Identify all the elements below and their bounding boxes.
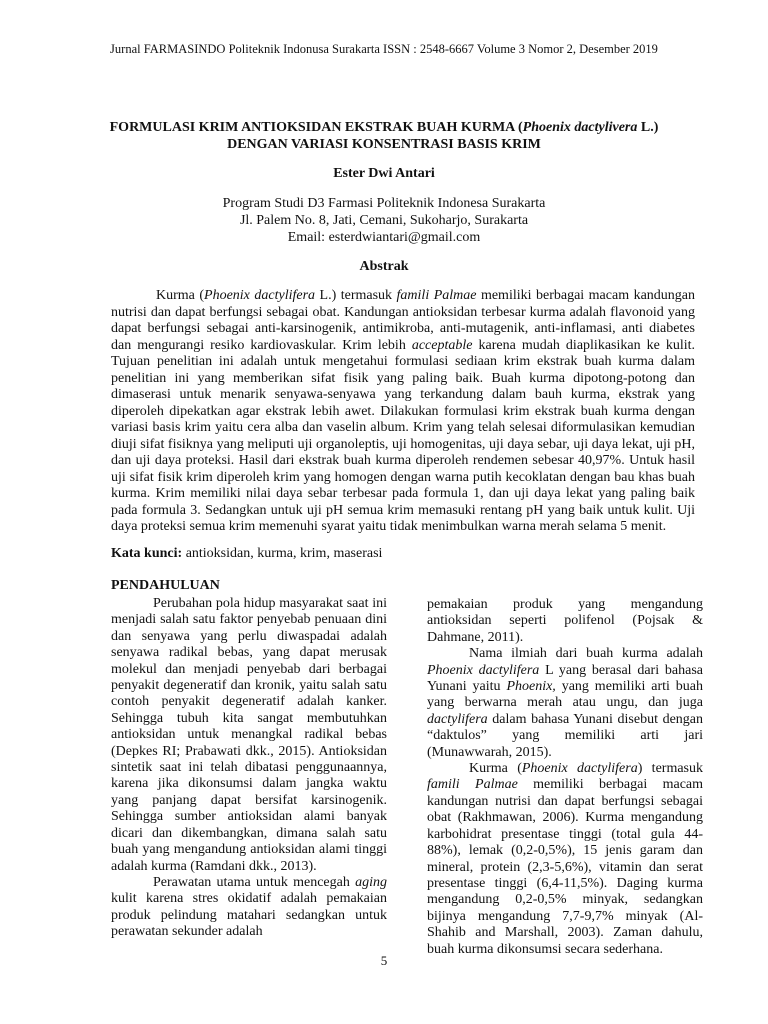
title-line-2: DENGAN VARIASI KONSENTRASI BASIS KRIM [227,137,541,152]
keywords [111,546,695,562]
right-paragraph-3: Kurma (Phoenix dactylifera) termasuk famili Palmae memiliki berbagai macam kandungan nutrisi dan dapat berfungsi sebagai obat (Rakhmawan, 2006). Kurma mengandung karbohidrat presentase tinggi (total gula 44-88%), lemak (0,2-0,5%), 15 jenis garam dan mineral, protein (2,3-5,6%), vitamin dan serat presentase tinggi (6,4-11,5%). Daging kurma mengandung 0,2-0,5% minyak, sedangkan bijinya mengandung 7,7-9,7% minyak (Al-Shahib and Marshall, 2003). Zaman dahulu, buah kurma dikonsumsi secara sederhana. [427,761,704,957]
section-heading-pendahuluan: PENDAHULUAN [111,578,220,593]
abstract-heading: Abstrak [359,259,409,274]
title-species: Phoenix dactylivera [522,120,638,135]
page-number: 5 [380,953,388,968]
affiliation-program: Program Studi D3 Farmasi Politeknik Indonesa Surakarta [222,196,546,211]
abstract-body [111,288,695,536]
title-line-1 [60,119,708,136]
intro-paragraph-2: Perawatan utama untuk mencegah aging kulit karena stres okidatif adalah pemakaian produk pelindung matahari sedangkan untuk perawatan sekunder adalah [111,874,387,940]
keywords-text: antioksidan, kurma, krim, maserasi [182,546,383,561]
affiliation [0,195,768,246]
keywords-label: Kata kunci: [111,546,183,561]
left-column [111,577,387,941]
right-paragraph-2: Nama ilmiah dari buah kurma adalah Phoenix dactylifera L yang berasal dari bahasa Yunani yaitu Phoenix, yang memiliki arti buah yang berwarna merah atau ungu, dan juga dactylifera dalam bahasa Yunani disebut dengan “daktulos” yang memiliki arti jari (Munawwarah, 2015). [427,646,703,760]
title-part-2: L.) [637,120,659,135]
right-paragraph-1: pemakaian produk yang mengandung antioksidan seperti polifenol (Pojsak & Dahmane, 2011). [427,597,703,645]
author-name: Ester Dwi Antari [333,166,435,181]
intro-paragraph-1: Perubahan pola hidup masyarakat saat ini menjadi salah satu faktor penyebab penuaan dini dan senyawa yang perlu diwaspadai adalah senyawa radikal bebas, yang dapat merusak molekul dan menjadi penyebab dari berbagai penyakit degeneratif dan kronik, yaitu salah satu contoh penyakit degeneratif adalah kanker. Sehingga tubuh kita sangat membutuhkan antioksidan untuk menangkal radikal bebas (Depkes RI; Prabawati dkk., 2015). Antioksidan sintetik saat ini telah dibatasi penggunaannya, karena jika dikonsumsi dalam jangka waktu yang panjang dapat bersifat karsinogenik. Sehingga sumber antioksidan alami banyak dicari dan dikembangkan, dimana salah satu buah yang mengandung antioksidan alami tinggi adalah kurma (Ramdani dkk., 2013). [111,596,387,874]
paper-title [60,119,708,153]
right-column [427,597,703,958]
affiliation-address: Jl. Palem No. 8, Jati, Cemani, Sukoharjo, Surakarta [239,213,529,228]
title-part-1: FORMULASI KRIM ANTIOKSIDAN EKSTRAK BUAH KURMA ( [109,120,523,135]
affiliation-email: Email: esterdwiantari@gmail.com [287,230,481,245]
abstract-paragraph: Kurma (Phoenix dactylifera L.) termasuk famili Palmae memiliki berbagai macam kandungan nutrisi dan dapat berfungsi sebagai obat. Kandungan antioksidan terbesar kurma adalah flavonoid yang dapat berfungsi sebagai anti-karsinogenik, antimikroba, anti-mutagenik, anti-inflamasi, anti diabetes dan mengurangi resiko kardiovaskular. Krim lebih acceptable karena mudah diaplikasikan ke kulit. Tujuan penelitian ini adalah untuk mengetahui formulasi sediaan krim ekstrak buah kurma dalam penelitian ini yang memberikan sifat fisik yang paling baik. Buah kurma dipotong-potong dan dimaserasi untuk menarik senyawa-senyawa yang terkandung dalam bauh kurma, ekstrak yang diperoleh dipekatkan agar ekstrak lebih awet. Dilakukan formulasi krim ekstrak buah kurma dengan variasi basis krim yaitu cera alba dan vaselin album. Krim yang telah selesai diformulasikan kemudian diuji sifat fisiknya yang meliputi uji organoleptis, uji homogenitas, uji daya sebar, uji daya lekat, uji pH, dan uji daya proteksi. Hasil dari ekstrak buah kurma diperoleh rendemen sebesar 40,97%. Untuk hasil uji sifat fisik krim diperoleh krim yang homogen dengan warna putih kecoklatan dengan bau khas buah kurma. Krim memiliki nilai daya sebar terbesar pada formula 1, dan uji daya lekat yang paling baik pada formula 3. Sedangkan untuk uji pH semua krim memasuki rentang pH yang baik untuk kulit. Uji daya proteksi semua krim memenuhi syarat yaitu tidak menimbulkan warna merah selama 5 menit. [111,288,696,534]
journal-header: Jurnal FARMASINDO Politeknik Indonusa Surakarta ISSN : 2548-6667 Volume 3 Nomor 2, Desember 2019 [110,42,658,56]
